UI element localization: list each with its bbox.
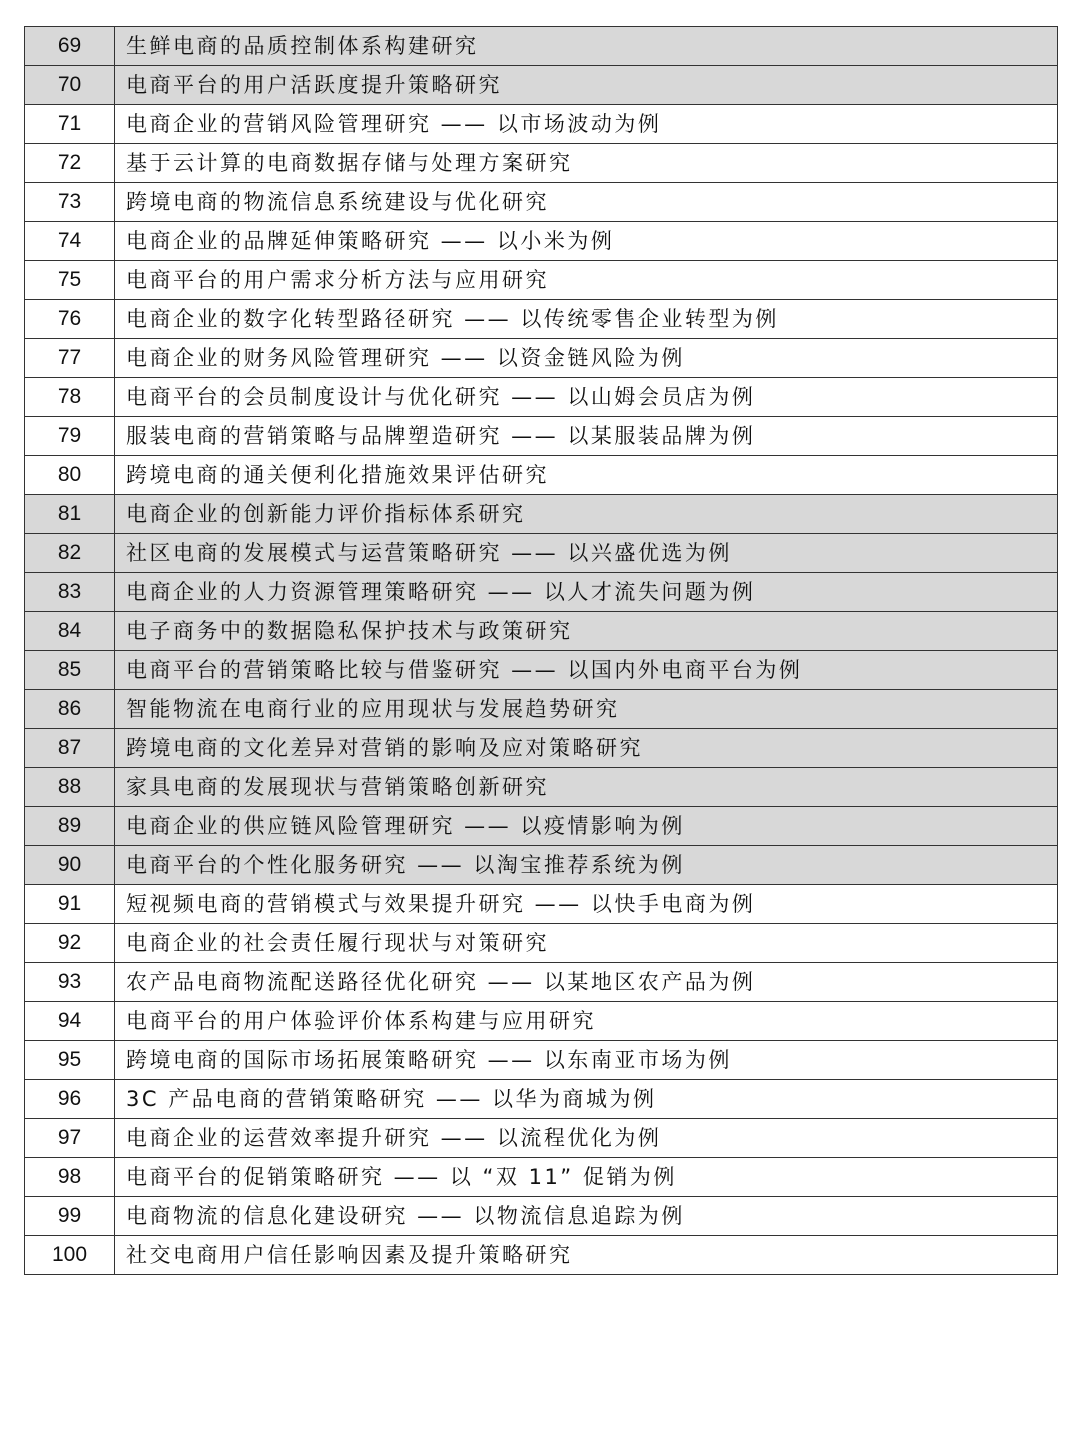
- topic-number: 87: [25, 729, 115, 768]
- table-row: [25, 456, 1058, 495]
- table-row: [25, 144, 1058, 183]
- topic-number: 93: [25, 963, 115, 1002]
- table-row: [25, 807, 1058, 846]
- topic-title: 社区电商的发展模式与运营策略研究 —— 以兴盛优选为例: [115, 534, 1058, 573]
- topic-number: 84: [25, 612, 115, 651]
- topic-number: 91: [25, 885, 115, 924]
- topic-title: 电商平台的个性化服务研究 —— 以淘宝推荐系统为例: [115, 846, 1058, 885]
- table-row: [25, 300, 1058, 339]
- table-row: [25, 1041, 1058, 1080]
- topic-number: 73: [25, 183, 115, 222]
- table-row: [25, 963, 1058, 1002]
- topic-number: 92: [25, 924, 115, 963]
- topic-number: 94: [25, 1002, 115, 1041]
- table-row: [25, 339, 1058, 378]
- topic-title: 社交电商用户信任影响因素及提升策略研究: [115, 1236, 1058, 1275]
- topic-title: 电商平台的营销策略比较与借鉴研究 —— 以国内外电商平台为例: [115, 651, 1058, 690]
- topic-number: 78: [25, 378, 115, 417]
- topic-title: 电子商务中的数据隐私保护技术与政策研究: [115, 612, 1058, 651]
- table-row: [25, 768, 1058, 807]
- topic-number: 76: [25, 300, 115, 339]
- document-page: [24, 26, 1057, 1275]
- topic-title: 电商平台的用户体验评价体系构建与应用研究: [115, 1002, 1058, 1041]
- topic-number: 97: [25, 1119, 115, 1158]
- table-row: [25, 651, 1058, 690]
- table-row: [25, 1119, 1058, 1158]
- topic-number: 72: [25, 144, 115, 183]
- table-row: [25, 924, 1058, 963]
- table-row: [25, 1236, 1058, 1275]
- topic-number: 81: [25, 495, 115, 534]
- topic-number: 75: [25, 261, 115, 300]
- topic-title: 基于云计算的电商数据存储与处理方案研究: [115, 144, 1058, 183]
- table-row: [25, 612, 1058, 651]
- table-row: [25, 261, 1058, 300]
- table-row: [25, 1197, 1058, 1236]
- topics-table: [24, 26, 1058, 1275]
- topic-title: 电商企业的创新能力评价指标体系研究: [115, 495, 1058, 534]
- topic-number: 95: [25, 1041, 115, 1080]
- table-row: [25, 66, 1058, 105]
- topic-number: 99: [25, 1197, 115, 1236]
- topic-number: 80: [25, 456, 115, 495]
- table-row: [25, 105, 1058, 144]
- topic-title: 电商企业的营销风险管理研究 —— 以市场波动为例: [115, 105, 1058, 144]
- topic-number: 86: [25, 690, 115, 729]
- topic-title: 电商企业的社会责任履行现状与对策研究: [115, 924, 1058, 963]
- table-row: [25, 1080, 1058, 1119]
- topic-title: 电商平台的促销策略研究 —— 以 “双 11” 促销为例: [115, 1158, 1058, 1197]
- topic-title: 电商平台的用户需求分析方法与应用研究: [115, 261, 1058, 300]
- topic-title: 电商企业的供应链风险管理研究 —— 以疫情影响为例: [115, 807, 1058, 846]
- topic-title: 农产品电商物流配送路径优化研究 —— 以某地区农产品为例: [115, 963, 1058, 1002]
- table-row: [25, 222, 1058, 261]
- topic-title: 跨境电商的国际市场拓展策略研究 —— 以东南亚市场为例: [115, 1041, 1058, 1080]
- topic-title: 电商企业的数字化转型路径研究 —— 以传统零售企业转型为例: [115, 300, 1058, 339]
- topics-table-body: [25, 27, 1058, 1275]
- topic-title: 电商企业的人力资源管理策略研究 —— 以人才流失问题为例: [115, 573, 1058, 612]
- topic-number: 71: [25, 105, 115, 144]
- topic-number: 83: [25, 573, 115, 612]
- topic-number: 82: [25, 534, 115, 573]
- table-row: [25, 1158, 1058, 1197]
- table-row: [25, 378, 1058, 417]
- topic-title: 电商企业的运营效率提升研究 —— 以流程优化为例: [115, 1119, 1058, 1158]
- topic-number: 89: [25, 807, 115, 846]
- table-row: [25, 417, 1058, 456]
- table-row: [25, 183, 1058, 222]
- topic-number: 69: [25, 27, 115, 66]
- topic-title: 跨境电商的物流信息系统建设与优化研究: [115, 183, 1058, 222]
- topic-title: 家具电商的发展现状与营销策略创新研究: [115, 768, 1058, 807]
- topic-title: 跨境电商的通关便利化措施效果评估研究: [115, 456, 1058, 495]
- topic-title: 电商物流的信息化建设研究 —— 以物流信息追踪为例: [115, 1197, 1058, 1236]
- topic-title: 电商平台的会员制度设计与优化研究 —— 以山姆会员店为例: [115, 378, 1058, 417]
- topic-number: 98: [25, 1158, 115, 1197]
- topic-title: 跨境电商的文化差异对营销的影响及应对策略研究: [115, 729, 1058, 768]
- topic-number: 90: [25, 846, 115, 885]
- table-row: [25, 534, 1058, 573]
- table-row: [25, 885, 1058, 924]
- topic-number: 96: [25, 1080, 115, 1119]
- topic-number: 70: [25, 66, 115, 105]
- table-row: [25, 27, 1058, 66]
- topic-title: 电商企业的品牌延伸策略研究 —— 以小米为例: [115, 222, 1058, 261]
- table-row: [25, 729, 1058, 768]
- table-row: [25, 495, 1058, 534]
- topic-title: 生鲜电商的品质控制体系构建研究: [115, 27, 1058, 66]
- table-row: [25, 573, 1058, 612]
- topic-number: 79: [25, 417, 115, 456]
- topic-title: 智能物流在电商行业的应用现状与发展趋势研究: [115, 690, 1058, 729]
- topic-number: 88: [25, 768, 115, 807]
- topic-number: 100: [25, 1236, 115, 1275]
- topic-number: 77: [25, 339, 115, 378]
- topic-number: 85: [25, 651, 115, 690]
- topic-title: 服装电商的营销策略与品牌塑造研究 —— 以某服装品牌为例: [115, 417, 1058, 456]
- topic-title: 短视频电商的营销模式与效果提升研究 —— 以快手电商为例: [115, 885, 1058, 924]
- table-row: [25, 846, 1058, 885]
- topic-title: 电商平台的用户活跃度提升策略研究: [115, 66, 1058, 105]
- topic-title: 3C 产品电商的营销策略研究 —— 以华为商城为例: [115, 1080, 1058, 1119]
- topic-number: 74: [25, 222, 115, 261]
- topic-title: 电商企业的财务风险管理研究 —— 以资金链风险为例: [115, 339, 1058, 378]
- table-row: [25, 690, 1058, 729]
- table-row: [25, 1002, 1058, 1041]
